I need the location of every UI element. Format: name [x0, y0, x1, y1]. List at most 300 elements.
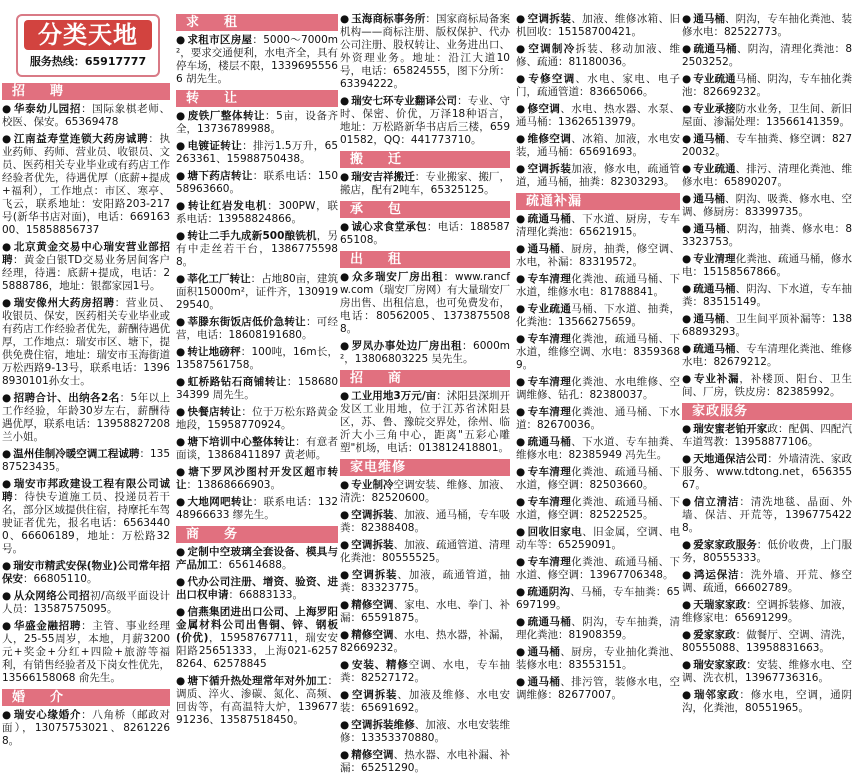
ad-body: ：洗外墙、开荒、修空调、疏通，66602789。 — [682, 569, 853, 594]
bullet-icon: ● — [682, 629, 692, 641]
ad-title: 通马桶 — [527, 676, 561, 688]
ad-title: 众多瑞安厂房出租 — [352, 271, 444, 283]
bullet-icon: ● — [176, 273, 186, 285]
ad-item — [176, 675, 338, 727]
ad-body: ：15868034399 周先生。 — [176, 376, 338, 401]
ad-body: 、排污管，装修水电，空调维修：82677007。 — [516, 676, 681, 701]
ad-body: 空调安装、维修、加液、清洗：82520600。 — [340, 479, 511, 504]
ad-title: 专业补漏 — [694, 373, 740, 385]
section-header-shangwu: 商 务 — [176, 526, 338, 543]
ad-title: 虹桥路钻石商铺转让 — [187, 376, 287, 388]
ad-title: 天瑞家家政 — [693, 599, 747, 611]
section-header-qiuzu: 求 租 — [176, 14, 338, 31]
ad-body: ：安装、维修水电、空调、洗衣机，13967736316。 — [682, 659, 853, 684]
bullet-icon: ● — [682, 539, 692, 551]
ad-title: 天地通保洁公司 — [693, 453, 768, 465]
bullet-icon: ● — [682, 343, 692, 355]
ad-item — [682, 103, 852, 129]
column-1 — [2, 0, 171, 747]
ad-body: 、阴沟，专车抽化粪池、装修水电：82522773。 — [682, 13, 853, 38]
ad-body: 、水电、热水器，补漏，82669232。 — [340, 629, 511, 654]
section-header-zhaopin: 招 聘 — [2, 83, 170, 100]
ad-title: 信燕集团进出口公司、上海罗阳金属材料公司出售铜、锌、钢板(价优) — [176, 606, 338, 644]
bullet-icon: ● — [516, 676, 526, 688]
ad-body: 、加液、通马桶，专车吸粪：82388408。 — [340, 509, 511, 534]
ad-title: 通马桶 — [693, 13, 726, 25]
ad-body: 、家电、水电、拳门、补漏：65591875。 — [340, 599, 511, 624]
ad-title: 疏通马桶 — [527, 436, 572, 448]
ad-title: 定制中空玻璃全套设备、模具与产品加工 — [176, 546, 338, 571]
ad-title: 专业制冷 — [351, 479, 394, 491]
bullet-icon: ● — [176, 406, 186, 418]
bullet-icon: ● — [682, 163, 692, 175]
ad-item — [682, 659, 852, 685]
bullet-icon: ● — [340, 95, 350, 107]
bullet-icon: ● — [176, 34, 186, 46]
section-header-chuzu: 出 租 — [340, 251, 510, 268]
ad-title: 华泰幼儿园招 — [13, 103, 82, 115]
ad-item — [682, 689, 852, 715]
ad-item — [516, 213, 680, 239]
bullet-icon: ● — [516, 73, 527, 85]
ad-body: ：66883133。 — [228, 589, 303, 601]
section-header-hunjie: 婚 介 — [2, 689, 170, 706]
bullet-icon: ● — [340, 599, 350, 611]
ad-body: ：清洗地毯、晶面、外墙、保洁、开荒等，13967754228。 — [682, 496, 853, 534]
ad-item — [516, 526, 680, 552]
bullet-icon: ● — [340, 749, 350, 761]
ad-body: ：主管、事业经理人，25-55周岁，本地，月薪3200元+奖金+分红+四险+旅游等福利，有销售经验者及下岗女性优先，13566158068 俞先生。 — [2, 620, 171, 684]
ad-title: 瑞邻家政 — [694, 689, 740, 701]
ad-item — [516, 133, 680, 159]
ad-title: 空调拆装 — [351, 539, 394, 551]
ad-title: 从众网络公司招 — [13, 590, 91, 602]
ad-item — [176, 546, 338, 572]
bullet-icon: ● — [682, 253, 692, 265]
ad-body: 、加液、水电安装维修：13353370880。 — [340, 719, 511, 744]
ad-body: ：八角桥（邮政对面），13075753021、82612268。 — [2, 709, 171, 747]
ad-title: 通马桶 — [693, 313, 726, 325]
ad-item — [340, 719, 510, 745]
ad-body: 、阴沟，专车抽粪，清理化粪池：81908359。 — [516, 616, 681, 641]
ad-title: 安装、精修 — [352, 659, 409, 671]
bullet-icon: ● — [340, 509, 350, 521]
ad-item — [682, 496, 852, 535]
ad-title: 塘下循升热处理常年对外加工 — [187, 675, 328, 687]
ad-title: 瑞安心缘婚介 — [13, 709, 82, 721]
ad-title: 瑞安像州大药房招聘 — [13, 297, 115, 309]
ad-body: 政：配偶、四配汽车道驾教：13958877106。 — [682, 423, 853, 448]
bullet-icon: ● — [516, 436, 526, 448]
ad-title: 空调拆装维修 — [351, 719, 415, 731]
section-header-jiazheng: 家政服务 — [682, 403, 852, 420]
ad-item — [340, 599, 510, 625]
ad-body: 、专车抽粪、修空调：82720032。 — [682, 133, 852, 158]
ad-body: ：国家商标局备案机构——商标注册、版权保护、代办公司注册、股权转让、业务进出口、外资理业务。地址：沿江大道10号，电话：65824555，图下分所：63394222。 — [340, 13, 511, 90]
ad-item — [2, 478, 170, 556]
ad-body: 马桶、阴沟，专车抽化粪池：82669232。 — [682, 73, 853, 98]
ad-title: 塘下培训中心整体转让 — [187, 436, 296, 448]
bullet-icon: ● — [176, 576, 186, 588]
bullet-icon: ● — [340, 659, 351, 671]
ad-title: 信立清洁 — [694, 496, 740, 508]
ad-body: 拆装、移动加液、维修、疏通：81180036。 — [516, 43, 681, 68]
bullet-icon: ● — [340, 171, 350, 183]
bullet-icon: ● — [176, 230, 186, 242]
ad-title: 爱家家政 — [693, 629, 736, 641]
bullet-icon: ● — [340, 569, 351, 581]
ad-body: ：专业、守时、保密、价优，万泽18种语言，地址：万松路新华书店后三楼，65901582，QQ：441773710。 — [340, 95, 511, 146]
list-hunjie — [2, 709, 170, 748]
ad-item — [340, 539, 510, 565]
masthead-title: 分类天地 — [24, 20, 152, 50]
ad-title: 招聘合计、出纳各2名 — [13, 392, 120, 404]
ad-title: 转让二手九成新500酿铣机 — [187, 230, 317, 242]
bullet-icon: ● — [2, 709, 12, 721]
ad-title: 瑞安市邦政建设工程有限公司诚聘 — [2, 478, 171, 503]
bullet-icon: ● — [682, 423, 692, 435]
list-shangwu — [176, 546, 338, 727]
ad-item — [340, 271, 510, 336]
ad-title: 精修空调 — [351, 749, 394, 761]
ad-body: ：国际象棋老师、校医、保安。65369478 — [2, 103, 171, 128]
bullet-icon: ● — [2, 103, 12, 115]
ad-title: 瑞安家家政 — [693, 659, 747, 671]
ad-body: 、热水器、水电补漏、补漏：65251290。 — [340, 749, 511, 774]
ad-title: 通马桶 — [527, 646, 561, 658]
ad-body: 、下水道、厨房，专车清理化粪池：65621915。 — [516, 213, 681, 238]
column-2 — [176, 0, 339, 726]
ad-item — [176, 346, 338, 372]
list-qiuzu — [176, 34, 338, 86]
ad-title: 诚心求食堂承包 — [351, 221, 427, 233]
ad-body: 马桶、下水道、抽粪，化粪池：13566275659。 — [516, 303, 681, 328]
bullet-icon: ● — [2, 448, 12, 460]
ad-item — [2, 590, 170, 616]
ad-body: ：外墙清洗、家政服务、www.tdtong.net，65635567。 — [682, 453, 853, 491]
ad-title: 北京黄金交易中心瑞安营业部招聘 — [2, 241, 171, 266]
ad-title: 疏通马桶 — [693, 283, 736, 295]
ad-item — [516, 73, 680, 99]
ad-item — [682, 73, 852, 99]
ad-item — [682, 43, 852, 69]
ad-item — [340, 13, 510, 91]
bullet-icon: ● — [340, 13, 350, 25]
ad-title: 专业疏通 — [527, 303, 572, 315]
ad-body: 、厨房，专业抽化粪池、装修水电：83553151。 — [516, 646, 681, 671]
ad-title: 专业承接 — [693, 103, 736, 115]
ad-title: 空调拆装 — [352, 689, 398, 701]
ad-title: 通马桶 — [693, 193, 726, 205]
bullet-icon: ● — [682, 689, 693, 701]
ad-item — [682, 283, 852, 309]
bullet-icon: ● — [516, 213, 526, 225]
section-header-banqian: 搬 迁 — [340, 151, 510, 168]
ad-item — [340, 509, 510, 535]
ad-title: 废铁厂整体转让 — [187, 110, 266, 122]
bullet-icon: ● — [176, 200, 186, 212]
bullet-icon: ● — [516, 133, 526, 145]
ad-title: 瑞安蜜老铂开家 — [693, 423, 768, 435]
ad-body: 化粪池、通马桶、下水道：82670036。 — [516, 406, 681, 431]
bullet-icon: ● — [176, 496, 186, 508]
ad-title: 通马桶 — [527, 243, 561, 255]
ad-item — [340, 569, 510, 595]
ad-title: 修空调 — [527, 103, 561, 115]
ad-body: 、旧金属，空调、电动车等：65259091。 — [516, 526, 681, 551]
ad-body: 化粪池、疏通马桶、下水道，修空调：82522525。 — [516, 496, 681, 521]
ad-title: 空调拆装 — [527, 163, 572, 175]
bullet-icon: ● — [516, 163, 526, 175]
ad-title: 代办公司注册、增资、验资、进出口权申请 — [176, 576, 338, 601]
ad-body: 、冰箱、加液，水电安装，通马桶：65691693。 — [516, 133, 681, 158]
bullet-icon: ● — [340, 390, 350, 402]
bullet-icon: ● — [682, 43, 692, 55]
ad-item — [340, 95, 510, 147]
ad-body: ，15958767711，瑞安安阳路25651333，上海021-62578264、62578845 — [176, 632, 338, 670]
ad-title: 回收旧家电 — [527, 526, 583, 538]
ad-item — [682, 253, 852, 279]
ad-body: ：100吨，16m长，13587561758。 — [176, 346, 339, 371]
ad-body: ：做餐厅、空调、清洗，80555088、13958831663。 — [682, 629, 853, 654]
ad-body: ：营业员、收银员、保安，医药相关专业毕业或有药店工作经验者优先，薪酬待遇优厚，工作地点：瑞安市区、塘下，提供免费住宿，地址：瑞安市玉海街道万松西路9-13号，联系电话：13968930101孙女士。 — [2, 297, 171, 387]
ad-title: 专业疏通 — [693, 163, 736, 175]
ad-item — [516, 103, 680, 129]
bullet-icon: ● — [2, 241, 12, 253]
bullet-icon: ● — [682, 569, 693, 581]
bullet-icon: ● — [516, 273, 526, 285]
ad-item — [340, 340, 510, 366]
ad-body: 、马桶，专车抽粪：65697199。 — [516, 586, 680, 611]
ad-item — [176, 200, 338, 226]
ad-item — [2, 133, 170, 237]
list-banqian — [340, 171, 510, 197]
ad-item — [682, 133, 852, 159]
section-header-chengbao: 承 包 — [340, 201, 510, 218]
ad-title: 鸿运保洁 — [694, 569, 740, 581]
ad-item — [516, 376, 680, 402]
bullet-icon: ● — [2, 392, 12, 404]
ad-item — [516, 273, 680, 299]
ad-item — [340, 629, 510, 655]
ad-item — [176, 34, 338, 86]
ad-item — [682, 423, 852, 449]
ad-title: 华盛金融招聘 — [13, 620, 82, 632]
ad-body: 、下水道、专车抽粪、维修水电：82385949 冯先生。 — [516, 436, 681, 461]
ad-item — [516, 556, 680, 582]
ad-title: 快餐店转让 — [187, 406, 242, 418]
ad-item — [340, 659, 510, 685]
ad-body: 、加液、维修冰箱、旧机回收：15158700421。 — [516, 13, 681, 38]
bullet-icon: ● — [682, 659, 692, 671]
ad-body: 、加液、疏通管道、清理化粪池：80555525。 — [340, 539, 511, 564]
list-zhuanrang — [176, 110, 338, 522]
bullet-icon: ● — [682, 313, 692, 325]
ad-item — [176, 496, 338, 522]
ad-title: 专车清理 — [527, 466, 572, 478]
ad-body: ：沭阳县深圳开发区工业用地，位于江苏省沭阳县区，苏、鲁、豫皖交界处，徐州、临沂大小三角中心，距离"五彩心雕塑"机场，电话：013812418801。 — [340, 390, 511, 454]
ad-title: 空调拆装 — [527, 13, 572, 25]
ad-title: 罗凤办事处边厂房出租 — [351, 340, 463, 352]
ad-body: 、卫生间平顶补漏等：13868893293。 — [682, 313, 852, 338]
ad-item — [516, 676, 680, 702]
bullet-icon: ● — [682, 283, 692, 295]
section-header-shudao: 疏通补漏 — [516, 193, 680, 210]
ad-body: ：低价收费，上门服务，80555333。 — [682, 539, 853, 564]
ad-body: 防水业务，卫生间、新旧屋面、渗漏处理：13566141359。 — [682, 103, 853, 128]
ad-item — [2, 620, 170, 685]
ad-item — [2, 709, 170, 748]
section-header-zhuanrang: 转 让 — [176, 90, 338, 107]
list-zhaoshang — [340, 390, 510, 455]
ad-body: 、排污、清理化粪池、维修水电：65890207。 — [682, 163, 853, 188]
ad-item — [176, 576, 338, 602]
ad-title: 瑞安市精武安保(物业)公司常年招保安 — [2, 560, 170, 585]
ad-body: ：调质、淬火、渗碳、氮化、高频、回齿等，有高温特大炉，13967791236、13587518450。 — [176, 675, 338, 726]
ad-title: 空调拆装 — [351, 509, 394, 521]
ad-item — [516, 243, 680, 269]
ad-item — [176, 436, 338, 462]
bullet-icon: ● — [340, 271, 351, 283]
ad-title: 江南益寿堂连锁大药房诚聘 — [13, 133, 149, 145]
bullet-icon: ● — [516, 103, 526, 115]
column-3 — [340, 0, 511, 774]
bullet-icon: ● — [340, 689, 351, 701]
bullet-icon: ● — [516, 376, 526, 388]
ad-body: ：www.rancfw.com（瑞安厂房网）有大量瑞安厂房出售、出租信息，也可免费发布，电话：80562005、13738755088。 — [340, 271, 510, 335]
ad-body: ：专业搬家、搬厂，搬店，配有2吨车，65325125。 — [340, 171, 511, 196]
ad-body: ，另有中走丝若干台，13867755988。 — [176, 230, 339, 268]
ad-body: ：有意者面谈，13868411897 黄老师。 — [176, 436, 338, 461]
bullet-icon: ● — [682, 453, 692, 465]
ad-item — [340, 749, 510, 775]
ad-item — [682, 629, 852, 655]
bullet-icon: ● — [516, 466, 526, 478]
ad-item — [340, 171, 510, 197]
list-chengbao — [340, 221, 510, 247]
ad-item — [516, 436, 680, 462]
ad-item — [682, 313, 852, 339]
ad-item — [340, 390, 510, 455]
ad-title: 专车清理 — [527, 333, 572, 345]
bullet-icon: ● — [516, 586, 526, 598]
ad-body: 、阴沟，抽粪、修水电：83323753。 — [682, 223, 852, 248]
ad-body: ：占地80亩，建筑面积15000m²，证件齐，13091929540。 — [176, 273, 338, 311]
ad-item — [176, 606, 338, 671]
ad-title: 疏通阴沟 — [527, 586, 571, 598]
ad-body: ：300PW，联系电话：13958824866。 — [176, 200, 339, 225]
ad-item — [516, 646, 680, 672]
bullet-icon: ● — [516, 406, 526, 418]
ad-body: ：5年以上工作经验，年龄30岁左右，薪酬待遇优厚，联系电话：13958827208兰小姐。 — [2, 392, 170, 443]
bullet-icon: ● — [340, 719, 350, 731]
ad-item — [340, 221, 510, 247]
bullet-icon: ● — [176, 346, 186, 358]
ad-body: ：联系电话：15058963660。 — [176, 170, 338, 195]
ad-title: 转让红岩发电机 — [188, 200, 268, 212]
ad-item — [682, 539, 852, 565]
bullet-icon: ● — [176, 170, 186, 182]
ad-item — [682, 193, 852, 219]
ad-title: 温州佳制冷暖空调工程诚聘 — [13, 448, 140, 460]
ad-title: 疏通马桶 — [693, 343, 736, 355]
ad-title: 瑞安吉祥搬迁 — [351, 171, 415, 183]
ad-item — [682, 569, 852, 595]
bullet-icon: ● — [340, 629, 350, 641]
list-shudao — [516, 213, 680, 702]
ad-item — [682, 373, 852, 399]
column-4 — [516, 0, 681, 701]
ad-body: ：待快专道施工员、投递员若干名，部分区域提供住宿，持摩托车驾驶证者优先，报名电话：65634400、66606189，地址：万松路32号。 — [2, 491, 170, 555]
list-jiazheng — [682, 423, 852, 715]
ad-item — [516, 13, 680, 39]
ad-title: 莘滕东街饭店低价急转让 — [187, 316, 306, 328]
ad-body: 化粪池、疏通马桶、下水道，维修水电：81788841。 — [516, 273, 681, 298]
ad-title: 精修空调 — [351, 599, 394, 611]
list-services — [340, 13, 510, 147]
ad-title: 求租市区房屋 — [187, 34, 253, 46]
ad-body: 初/高级平面设计人员：13587575095。 — [2, 590, 170, 615]
ad-item — [2, 103, 170, 129]
ad-title: 疏通马桶 — [693, 43, 737, 55]
ad-item — [176, 140, 338, 166]
ad-title: 专车清理 — [527, 273, 572, 285]
list-chuzu — [340, 271, 510, 366]
ad-item — [516, 163, 680, 189]
bullet-icon: ● — [2, 297, 12, 309]
bullet-icon: ● — [516, 496, 526, 508]
bullet-icon: ● — [2, 560, 12, 572]
bullet-icon: ● — [340, 221, 350, 233]
ad-item — [682, 13, 852, 39]
ad-body: 加液，修水电，疏通管道，通马桶，抽粪：82303293。 — [516, 163, 681, 188]
ad-body: ：可经营，电话：18608191680。 — [176, 316, 338, 341]
ad-body: ：13868666903。 — [186, 479, 281, 491]
ad-item — [176, 406, 338, 432]
ad-item — [176, 466, 338, 492]
bullet-icon: ● — [2, 478, 12, 490]
ad-body: ：电话：18858765108。 — [340, 221, 510, 246]
list-plumbing — [682, 13, 852, 399]
ad-item — [682, 163, 852, 189]
ad-item — [682, 343, 852, 369]
ad-title: 疏通马桶 — [527, 213, 572, 225]
ad-body: ，补楼顶、阳台、卫生间、厂房，铁皮房：82385992。 — [682, 373, 853, 398]
bullet-icon: ● — [516, 333, 526, 345]
bullet-icon: ● — [682, 223, 692, 235]
ad-item — [516, 43, 680, 69]
ad-item — [516, 333, 680, 372]
ad-title: 疏通马桶 — [527, 616, 572, 628]
ad-item — [176, 273, 338, 312]
ad-item — [2, 241, 170, 293]
bullet-icon: ● — [516, 303, 526, 315]
masthead-hotline: 服务热线：65917777 — [29, 55, 147, 68]
bullet-icon: ● — [176, 466, 187, 478]
ad-title: 专业清理 — [693, 253, 736, 265]
ad-title: 爱家家政服务 — [693, 539, 757, 551]
ad-title: 通马桶 — [693, 223, 727, 235]
ad-item — [176, 110, 338, 136]
ad-item — [682, 599, 852, 625]
bullet-icon: ● — [176, 546, 186, 558]
ad-body: 化粪池、疏通马桶、下水道、修空调：13967706348。 — [516, 556, 681, 581]
ad-item — [516, 496, 680, 522]
ad-body: ：执业药师、药师、营业员、收银员、文员、医药相关专业毕业或有药店工作经验者优先，待遇优厚（底薪+提成+福利），工作地点：市区、寒亭、飞云，联系地址：安阳路203-217号(新华书店对面)，电话：66916300、15858856737 — [2, 133, 171, 236]
ad-title: 维修空调 — [527, 133, 572, 145]
ad-item — [176, 376, 338, 402]
ad-body: 化粪池、疏通马桶、下水道，修空调：82503660。 — [516, 466, 681, 491]
